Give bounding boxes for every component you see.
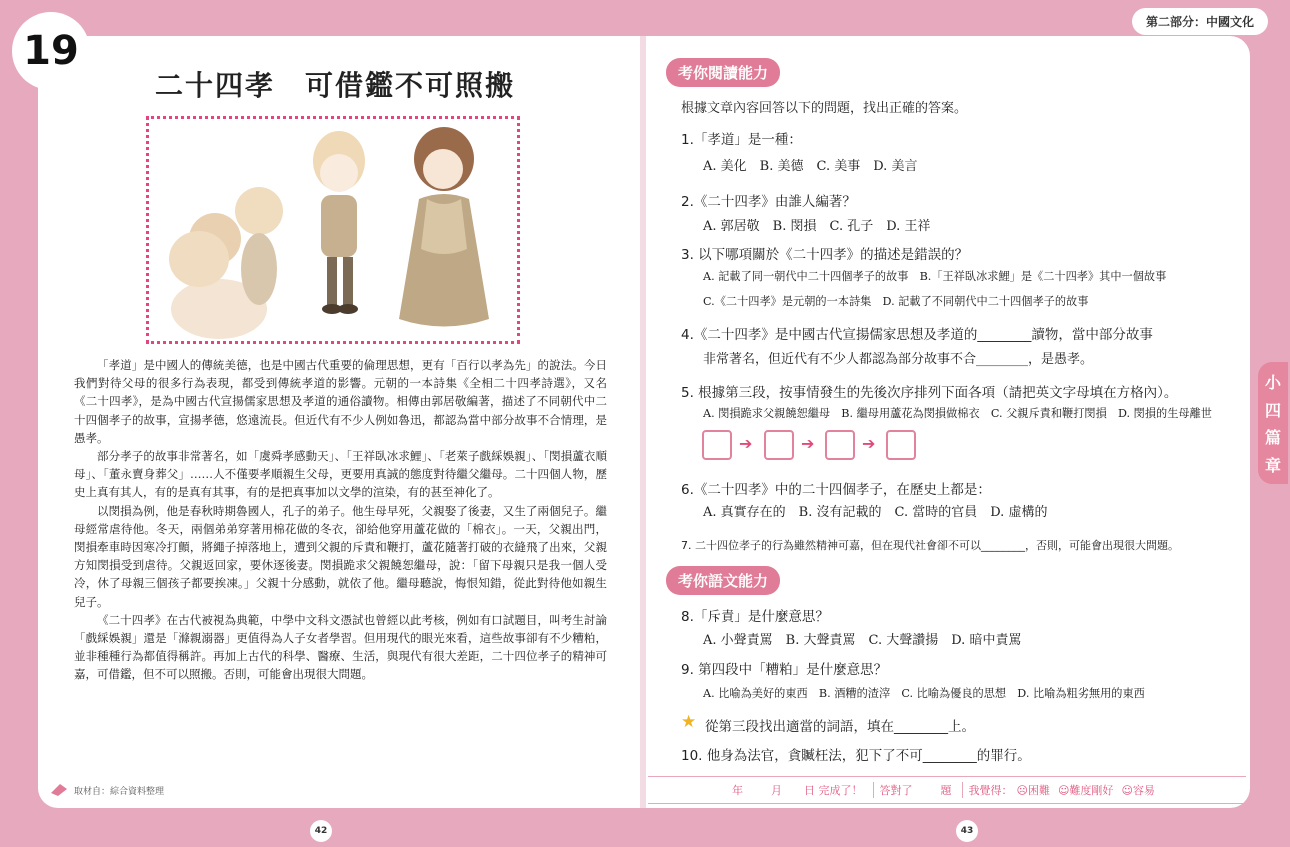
question-1-options[interactable]: A. 美化 B. 美德 C. 美事 D. 美言 [703,159,918,174]
star-instruction: 從第三段找出適當的詞語，填在________上。 [705,719,975,735]
question-8-options[interactable]: A. 小聲責罵 B. 大聲責罵 C. 大聲讚揚 D. 暗中責罵 [703,633,1022,648]
source-text: 取材自：綜合資料整理 [74,786,165,797]
question-4: 4.《二十四孝》是中國古代宣揚儒家思想及孝道的________讀物，當中部分故事 [681,327,1153,343]
paragraph: 部分孝子的故事非常著名，如「虞舜孝感動天」、「王祥臥冰求鯉」、「老萊子戲綵娛親」、「閔損蘆衣順母」、「董永賣身葬父」……人不僅要孝順親生父母，更要用真誠的態度對待繼父繼母。二十四個人物，歷史上真有其人，有的是真有其事，有的是把真事加以文學的渲染，有的甚至神化了。 [74,449,607,500]
source-note [50,783,164,797]
section-tab: 第二部分：中國文化 [1132,8,1268,35]
question-1: 1.「孝道」是一種： [681,132,802,148]
unit-number: 19 [12,12,90,90]
star-icon: ★ [681,712,697,732]
question-5-options: A. 閔損跪求父親饒恕繼母 B. 繼母用蘆花為閔損做棉衣 C. 父親斥責和鞭打閔損 D. 閔損的生母離世 [703,407,1212,420]
question-9-options[interactable]: A. 比喻為美好的東西 B. 酒糟的渣滓 C. 比喻為優良的思想 D. 比喻為粗劣無用的東西 [703,687,1145,700]
question-4-line2: 非常著名，但近代有不少人都認為部分故事不合________，是愚孝。 [703,352,1094,367]
question-3-options[interactable]: C.《二十四孝》是元朝的一本詩集 D. 記載了不同朝代中二十四個孝子的故事 [703,295,1089,308]
question-9: 9. 第四段中「糟粕」是什麼意思？ [681,662,888,678]
paragraph: 以閔損為例，他是春秋時期魯國人，孔子的弟子。他生母早死，父親娶了後妻，又生了兩個兒子。繼母經常虐待他。冬天，兩個弟弟穿著用棉花做的冬衣，卻給他穿用蘆花做的「棉衣」。一天，父親出門，閔損牽車時因寒冷打顫，將繩子掉落地上，遭到父親的斥責和鞭打，蘆花隨著打破的衣縫飛了出來，父親方知閔損受到虐待。父親返回家，要休逐後妻。閔損跪求父親饒恕繼母，說：「留下母親只是我一個人受冷，休了母親三個孩子都要挨凍。」父親十分感動，就依了他。繼母聽說，悔恨知錯，從此對待他如親生兒子。 [74,503,607,609]
footer-day-done: 日 完成了！ [804,784,863,797]
page-number-right: 43 [956,820,978,842]
question-3-options[interactable]: A. 記載了同一朝代中二十四個孝子的故事 B.「王祥臥冰求鯉」是《二十四孝》其中一個故事 [703,270,1167,283]
order-box-3[interactable] [825,430,855,460]
side-tab-char: 小 [1264,373,1281,393]
question-10[interactable]: 10. 他身為法官，貪贓枉法，犯下了不可________的罪行。 [681,748,1031,764]
side-tab-char: 章 [1264,455,1281,475]
illustration [146,116,520,344]
characters-illustration [149,119,517,341]
question-3: 3. 以下哪項關於《二十四孝》的描述是錯誤的？ [681,247,969,263]
progress-footer [648,776,1246,804]
instruction: 根據文章內容回答以下的問題，找出正確的答案。 [681,101,968,116]
order-box-1[interactable] [702,430,732,460]
reading-ability-pill: 考你閱讀能力 [666,58,780,87]
paragraph: 《二十四孝》在古代被視為典範，中學中文科文憑試也曾經以此考核，例如有口試題目，叫考生討論「戲綵娛親」還是「滌親溺器」更值得為人子女者學習。但用現代的眼光來看，這些故事卻有不少糟粕，並非種種行為都值得稱許。再加上古代的科學、醫療、生活，與現代有很大差距，二十四位孝子的精神可嘉，可借鑑，但不可以照搬。否則，可能會出現很大問題。 [74,612,607,682]
arrow-right-icon: ➔ [739,434,753,453]
ok-label: 難度剛好 [1069,784,1114,797]
arrow-right-icon: ➔ [801,434,815,453]
arrow-right-icon: ➔ [862,434,876,453]
article-title: 二十四孝 可借鑑不可照搬 [155,69,516,102]
hard-label: 困難 [1027,784,1050,797]
footer-feel: 我覺得： [962,782,1013,798]
difficulty-easy[interactable]: ☺容易 [1121,784,1155,797]
question-6: 6.《二十四孝》中的二十四個孝子，在歷史上都是： [681,482,991,498]
difficulty-ok[interactable]: ☺難度剛好 [1057,784,1114,797]
question-6-options[interactable]: A. 真實存在的 B. 沒有記載的 C. 當時的官員 D. 虛構的 [703,505,1048,520]
order-box-2[interactable] [764,430,794,460]
order-box-4[interactable] [886,430,916,460]
question-8: 8.「斥責」是什麼意思？ [681,609,829,625]
footer-year: 年 [732,784,743,797]
question-2: 2.《二十四孝》由誰人編著？ [681,194,856,210]
easy-label: 容易 [1132,784,1155,797]
side-tab[interactable] [1258,362,1288,484]
article-body [74,356,607,684]
footer-month: 月 [771,784,782,797]
language-ability-pill: 考你語文能力 [666,566,780,595]
question-7: 7. 二十四位孝子的行為雖然精神可嘉，但在現代社會卻不可以________，否則，可能會出現很大問題。 [681,539,1179,552]
side-tab-char: 四 [1264,400,1281,420]
paragraph: 「孝道」是中國人的傳統美德，也是中國古代重要的倫理思想，更有「百行以孝為先」的說法。今日我們對待父母的很多行為表現，都受到傳統孝道的影響。元朝的一本詩集《全相二十四孝詩選》，又名《二十四孝》，是為中國古代宣揚儒家思想及孝道的通俗讀物。相傳由郭居敬編著，描述了不同朝代中二十四個孝子的故事，宣揚孝德，悠遠流長。但近代有不少人例如魯迅，都認為當中部分故事不合情理，是愚孝。 [74,358,607,445]
footer-correct: 答對了 [873,782,913,798]
footer-questions-unit: 題 [940,784,952,797]
pencil-icon [50,783,68,797]
question-5: 5. 根據第三段，按事情發生的先後次序排列下面各項（請把英文字母填在方格內）。 [681,385,1178,401]
question-2-options[interactable]: A. 郭居敬 B. 閔損 C. 孔子 D. 王祥 [703,219,931,234]
side-tab-char: 篇 [1264,428,1281,448]
difficulty-hard[interactable]: ☹困難 [1016,784,1050,797]
page-number-left: 42 [310,820,332,842]
